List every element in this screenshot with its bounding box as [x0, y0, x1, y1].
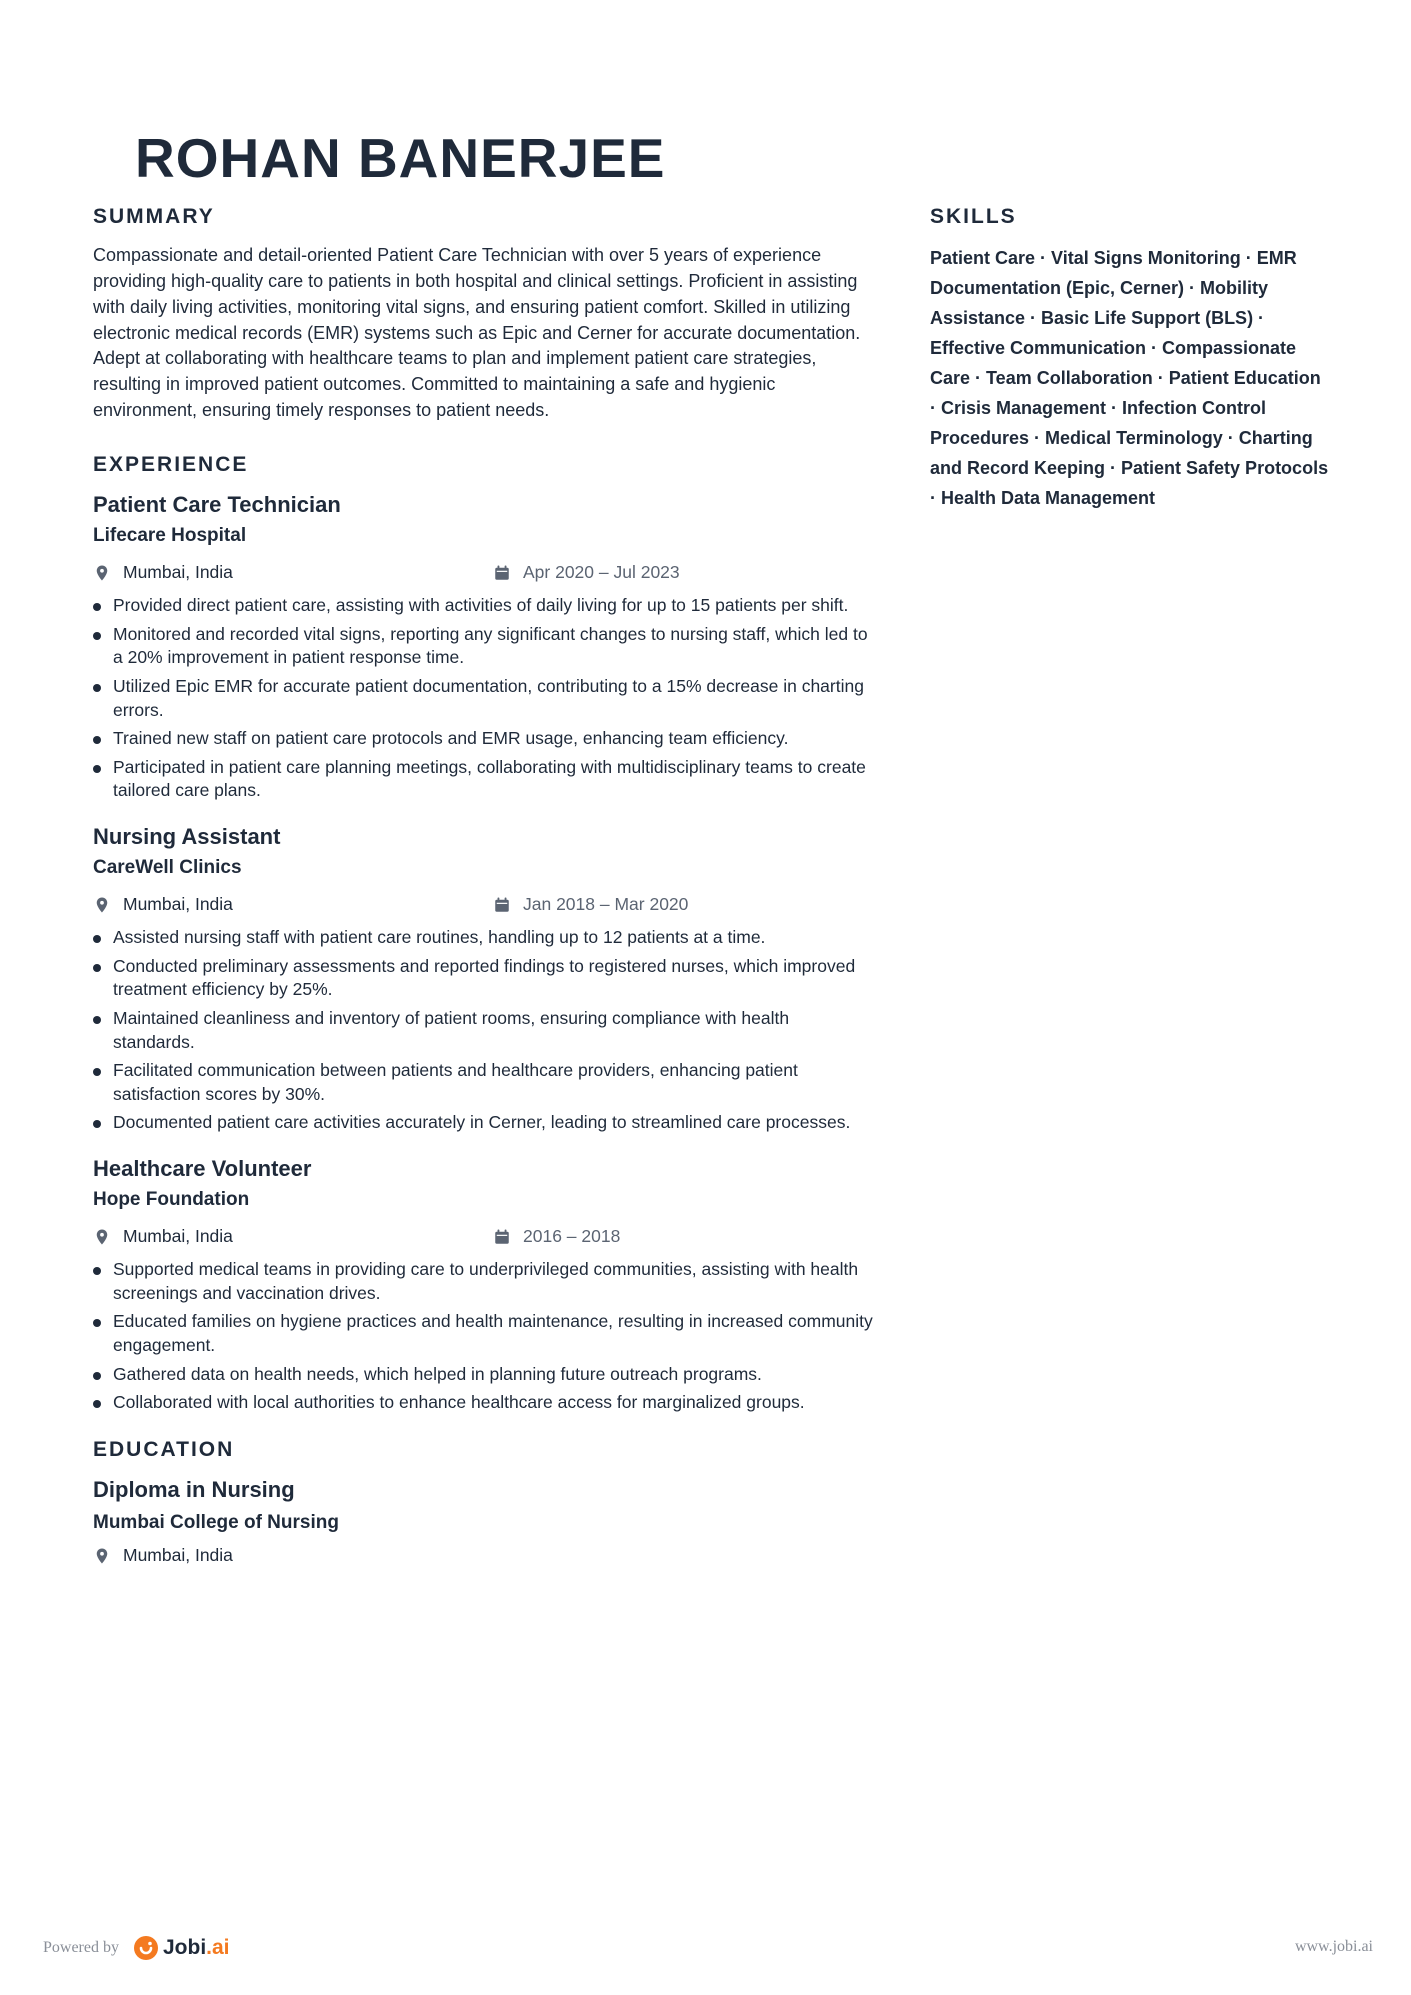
jobi-logo-icon — [133, 1935, 159, 1961]
list-item — [93, 594, 873, 618]
bullet-dot — [93, 1016, 101, 1024]
education-degree: Diploma in Nursing — [93, 1476, 295, 1502]
job-company: Lifecare Hospital — [93, 525, 247, 547]
bullet-text: Assisted nursing staff with patient care routines, handling up to 12 patients at a time. — [113, 927, 766, 948]
job-location — [93, 894, 233, 915]
bullet-dot — [93, 1400, 101, 1408]
job-dates-text: 2016 – 2018 — [523, 1226, 621, 1247]
skills-section — [930, 204, 1330, 513]
list-item — [93, 955, 873, 1002]
bullet-text: Maintained cleanliness and inventory of patient rooms, ensuring compliance with health standards. — [113, 1007, 790, 1052]
bullet-text: Collaborated with local authorities to enhance healthcare access for marginalized groups. — [113, 1392, 805, 1413]
map-pin-icon — [93, 896, 111, 914]
list-item — [93, 675, 873, 722]
list-item — [93, 1111, 873, 1135]
job-location-text: Mumbai, India — [123, 894, 233, 915]
map-pin-icon — [93, 564, 111, 582]
bullet-text: Supported medical teams in providing care to underprivileged communities, assisting with health screenings and vaccination drives. — [113, 1259, 859, 1303]
job-location — [93, 562, 233, 583]
brand-name — [163, 1936, 230, 1960]
bullet-dot — [93, 935, 101, 943]
education-school: Mumbai College of Nursing — [93, 1512, 339, 1534]
education-heading: EDUCATION — [93, 1437, 235, 1461]
job-dates-text: Apr 2020 – Jul 2023 — [523, 562, 680, 583]
job-title: Healthcare Volunteer — [93, 1155, 312, 1181]
list-item — [93, 1363, 873, 1387]
experience-heading: EXPERIENCE — [93, 452, 249, 476]
list-item — [93, 727, 873, 751]
job-title: Patient Care Technician — [93, 491, 341, 517]
education-location-text: Mumbai, India — [123, 1545, 233, 1566]
education-location — [93, 1545, 233, 1566]
bullet-text: Gathered data on health needs, which helped in planning future outreach programs. — [113, 1363, 762, 1384]
bullet-dot — [93, 1120, 101, 1128]
left-column — [93, 204, 873, 1577]
calendar-icon — [493, 564, 511, 582]
map-pin-icon — [93, 1547, 111, 1565]
job-dates-text: Jan 2018 – Mar 2020 — [523, 894, 689, 915]
right-column — [930, 204, 1330, 513]
bullet-text: Documented patient care activities accurately in Cerner, leading to streamlined care processes. — [113, 1112, 851, 1133]
job-entry — [93, 491, 873, 803]
list-item — [93, 926, 873, 950]
bullet-dot — [93, 1068, 101, 1076]
job-bullets — [93, 594, 873, 803]
summary-heading: SUMMARY — [93, 205, 215, 228]
bullet-text: Provided direct patient care, assisting with activities of daily living for up to 15 patients per shift. — [113, 595, 849, 616]
skills-heading: SKILLS — [930, 205, 1017, 228]
job-location-text: Mumbai, India — [123, 562, 233, 583]
job-bullets — [93, 1258, 873, 1415]
list-item — [93, 1310, 873, 1357]
job-entry — [93, 823, 873, 1135]
bullet-text: Facilitated communication between patients and healthcare providers, enhancing patient satisfaction scores by 30%. — [113, 1060, 798, 1104]
bullet-dot — [93, 1372, 101, 1380]
list-item — [93, 1391, 873, 1415]
bullet-dot — [93, 964, 101, 972]
job-title: Nursing Assistant — [93, 823, 281, 849]
bullet-text: Utilized Epic EMR for accurate patient documentation, contributing to a 15% decrease in charting errors. — [113, 675, 864, 720]
job-meta — [93, 894, 873, 920]
job-location-text: Mumbai, India — [123, 1226, 233, 1247]
calendar-icon — [493, 1228, 511, 1246]
bullet-dot — [93, 1319, 101, 1327]
job-bullets — [93, 926, 873, 1135]
bullet-dot — [93, 684, 101, 692]
education-section — [93, 1437, 873, 1571]
bullet-text: Educated families on hygiene practices and health maintenance, resulting in increased community engagement. — [113, 1311, 873, 1355]
brand-suffix: .ai — [206, 1936, 230, 1959]
bullet-dot — [93, 765, 101, 773]
experience-section — [93, 452, 873, 1415]
education-meta — [93, 1545, 873, 1571]
footer-branding[interactable] — [43, 1935, 230, 1961]
job-company: Hope Foundation — [93, 1189, 250, 1211]
bullet-text: Participated in patient care planning meetings, collaborating with multidisciplinary teams to create tailored care plans. — [113, 756, 866, 801]
bullet-dot — [93, 632, 101, 640]
job-company: CareWell Clinics — [93, 857, 242, 879]
list-item — [93, 1258, 873, 1305]
bullet-text: Trained new staff on patient care protocols and EMR usage, enhancing team efficiency. — [113, 728, 789, 749]
bullet-dot — [93, 736, 101, 744]
map-pin-icon — [93, 1228, 111, 1246]
job-location — [93, 1226, 233, 1247]
job-dates — [493, 562, 680, 583]
job-meta — [93, 1226, 873, 1252]
job-dates — [493, 1226, 620, 1247]
skills-list: Patient Care · Vital Signs Monitoring · EMR Documentation (Epic, Cerner) · Mobility Assistance · Basic Life Support (BLS) · Effective Communication · Compassionate Care · Team Collaboration · Patient Education · Crisis Management · Infection Control Procedures · Medical Terminology · Charting and Record Keeping · Patient Safety Protocols · Health Data Management — [930, 248, 1329, 509]
list-item — [93, 1007, 873, 1054]
list-item — [93, 756, 873, 803]
job-dates — [493, 894, 688, 915]
bullet-text: Conducted preliminary assessments and reported findings to registered nurses, which improved treatment efficiency by 25%. — [113, 955, 856, 1000]
calendar-icon — [493, 896, 511, 914]
bullet-dot — [93, 603, 101, 611]
summary-text: Compassionate and detail-oriented Patient Care Technician with over 5 years of experience providing high-quality care to patients in both hospital and clinical settings. Proficient in assisting with daily living activities, monitoring vital signs, and ensuring patient comfort. Skilled in utilizing electronic medical records (EMR) systems such as Epic and Cerner for accurate documentation. Adept at collaborating with healthcare teams to plan and implement patient care strategies, resulting in improved patient outcomes. Committed to maintaining a safe and hygienic environment, ensuring timely responses to patient needs. — [93, 245, 861, 420]
website-link[interactable]: www.jobi.ai — [1294, 1938, 1373, 1955]
summary-section — [93, 204, 873, 424]
list-item — [93, 623, 873, 670]
bullet-text: Monitored and recorded vital signs, reporting any significant changes to nursing staff, which led to a 20% improvement in patient response time. — [113, 623, 868, 668]
candidate-name: ROHAN BANERJEE — [135, 127, 666, 189]
list-item — [93, 1059, 873, 1106]
bullet-dot — [93, 1267, 101, 1275]
powered-by-label: Powered by — [43, 1939, 119, 1956]
job-entry — [93, 1155, 873, 1415]
brand-main: Jobi — [162, 1936, 207, 1959]
job-meta — [93, 562, 873, 588]
